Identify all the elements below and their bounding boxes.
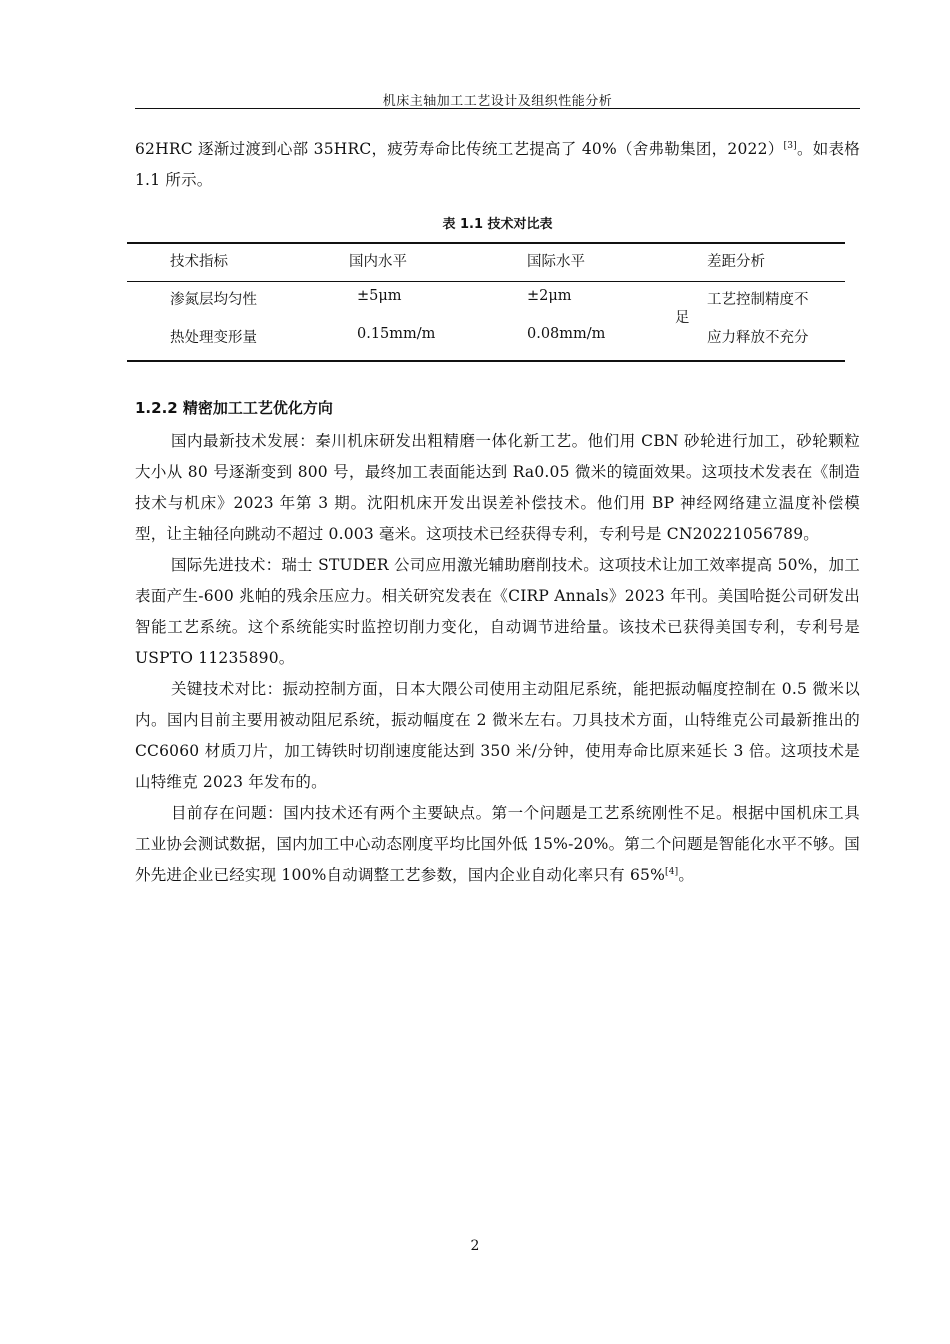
table-cell: 0.15mm/m <box>357 326 436 342</box>
table-cell: ±2μm <box>527 288 572 304</box>
table-header-cell: 国际水平 <box>527 254 585 270</box>
table-header-cell: 国内水平 <box>349 254 407 270</box>
table-caption: 表 1.1 技术对比表 <box>442 217 553 232</box>
page-number: 2 <box>470 1238 480 1254</box>
citation-4: [4] <box>665 866 679 877</box>
page-header-title: 机床主轴加工工艺设计及组织性能分析 <box>382 94 613 109</box>
table-cell: 应力释放不充分 <box>707 330 809 346</box>
problems-text: 目前存在问题：国内技术还有两个主要缺点。第一个问题是工艺系统刚性不足。根据中国机床工具工业协会测试数据，国内加工中心动态刚度平均比国外低 15%-20%。第二个问题是智能化水平不够。国外先进企业已经实现 100%自动调整工艺参数，国内企业自动化率只有 65% <box>135 804 860 884</box>
paragraph-current-problems <box>135 798 860 891</box>
paragraph-international-tech: 国际先进技术：瑞士 STUDER 公司应用激光辅助磨削技术。这项技术让加工效率提高 50%，加工表面产生-600 兆帕的残余压应力。相关研究发表在《CIRP Annals》2023 年刊。美国哈挺公司研发出智能工艺系统。这个系统能实时监控切削力变化，自动调节进给量。该技术已获得美国专利，专利号是 USPTO 11235890。 <box>135 556 860 667</box>
problems-end: 。 <box>678 866 695 884</box>
table-header-cell: 技术指标 <box>170 254 228 270</box>
table-header-rule <box>127 281 845 282</box>
header-rule <box>135 108 860 109</box>
paragraph-key-comparison: 关键技术对比：振动控制方面，日本大隈公司使用主动阻尼系统，能把振动幅度控制在 0.5 微米以内。国内目前主要用被动阻尼系统，振动幅度在 2 微米左右。刀具技术方面，山特维克公司最新推出的 CC6060 材质刀片，加工铸铁时切削速度能达到 350 米/分钟，使用寿命比原来延长 3 倍。这项技术是山特维克 2023 年发布的。 <box>135 680 860 791</box>
section-heading: 1.2.2 精密加工工艺优化方向 <box>135 399 333 417</box>
section-body <box>135 426 860 891</box>
table-cell: ±5μm <box>357 288 402 304</box>
table-cell: 工艺控制精度不 <box>707 292 809 308</box>
table-header-cell: 差距分析 <box>707 254 765 270</box>
table-merged-note: 足 <box>675 310 690 326</box>
table-cell: 渗氮层均匀性 <box>170 292 257 308</box>
citation-3: [3] <box>783 140 797 151</box>
intro-paragraph <box>135 134 860 196</box>
comparison-table <box>127 242 845 362</box>
intro-line-1: 62HRC 逐渐过渡到心部 35HRC，疲劳寿命比传统工艺提高了 40%（舍弗勒集团，2022） <box>135 140 784 158</box>
table-cell: 热处理变形量 <box>170 330 257 346</box>
table-cell: 0.08mm/m <box>527 326 606 342</box>
paragraph-domestic-tech: 国内最新技术发展：秦川机床研发出粗精磨一体化新工艺。他们用 CBN 砂轮进行加工，砂轮颗粒大小从 80 号逐渐变到 800 号，最终加工表面能达到 Ra0.05 微米的镜面效果。这项技术发表在《制造技术与机床》2023 年第 3 期。沈阳机床开发出误差补偿技术。他们用 BP 神经网络建立温度补偿模型，让主轴径向跳动不超过 0.003 毫米。这项技术已经获得专利，专利号是 CN20221056789。 <box>135 432 860 543</box>
intro-line-2: 。如表格 1.1 所示。 <box>135 140 860 189</box>
